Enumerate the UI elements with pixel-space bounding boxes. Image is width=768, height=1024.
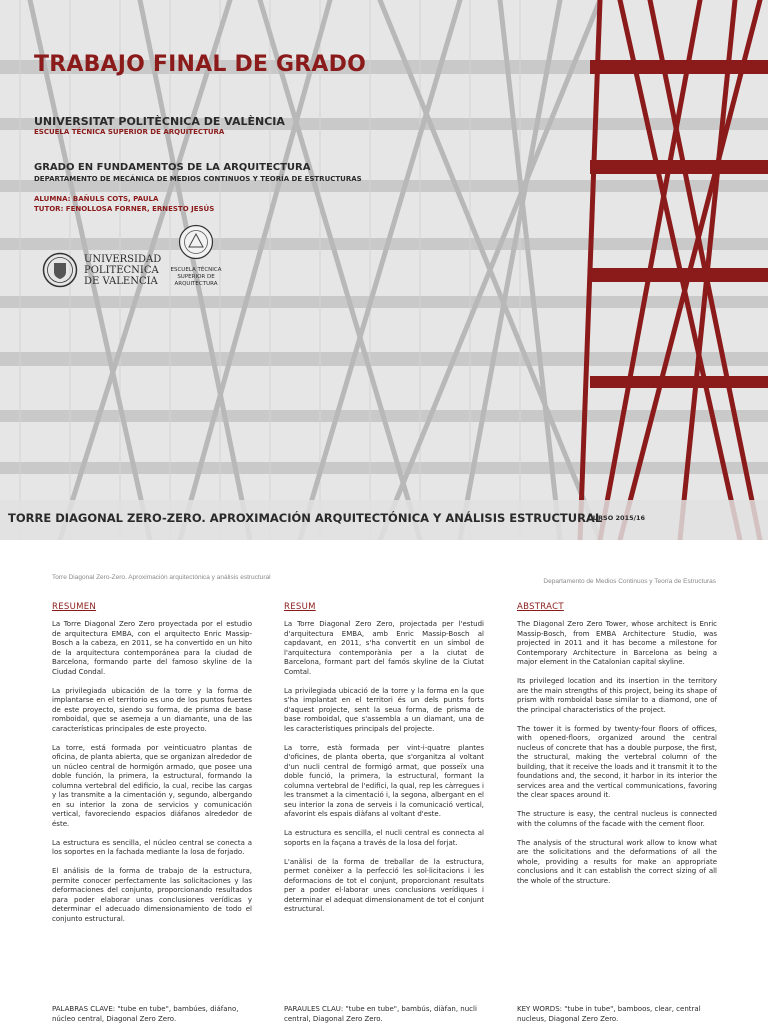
etsa-seal-icon: [178, 224, 214, 260]
upv-logo-text: UNIVERSIDAD POLITECNICA DE VALENCIA: [84, 253, 162, 287]
resumen-paragraph: El análisis de la forma de trabajo de la estructura, permite conocer perfectamente las solicitaciones y las deformaciones del conjunto, proporcionando resultados para poder elaborar unas conclusiones verídicas y determinar el adecuado dimensionamiento de todo el conjunto estructural.: [52, 867, 252, 923]
cover-subtitle: TORRE DIAGONAL ZERO-ZERO. APROXIMACIÓN ARQUITECTÓNICA Y ANÁLISIS ESTRUCTURAL: [8, 511, 603, 525]
resumen-paragraph: La estructura es sencilla, el núcleo central se conecta a los soportes en la fachada mediante la losa de forjado.: [52, 838, 252, 856]
abstract-paragraph: The analysis of the structural work allow to know what are the solicitations and the deformations of all the whole, providing a results for make an appropriate conclusions and it can establish the correct sizing of all the whole of the structure.: [517, 838, 717, 885]
resumen-keywords: PALABRAS CLAVE: "tube en tube", bambúes, diáfano, núcleo central, Diagonal Zero Zero.: [52, 1005, 239, 1023]
upv-seal-icon: [42, 252, 78, 288]
school-name: ESCUELA TÉCNICA SUPERIOR DE ARQUITECTURA: [34, 128, 225, 136]
resum-paragraph: L'anàlisi de la forma de treballar de la estructura, permet conèixer a la perfecció les sol·licitacions i les deformacions de tot el conjunt, proporcionant resultats per a poder el·laborar unes conclusions verídiques i determinar el adequat dimensionament de tot el conjunt estructural.: [284, 857, 484, 913]
resumen-heading: RESUMEN: [52, 602, 97, 612]
abstract-paragraph: The tower it is formed by twenty-four floors of offices, with opened-floors, organized around the central nucleus of concrete that has a double purpose, the first, the structural, making the vertebral column of the building, that it receive the loads and it transmit it to the foundations and, the second, it harbor in its interior the services area and the vertical communications, favoring the clear spaces around it.: [517, 724, 717, 799]
degree-name: GRADO EN FUNDAMENTOS DE LA ARQUITECTURA: [34, 162, 311, 173]
abstract-heading: ABSTRACT: [517, 602, 564, 612]
resumen-paragraph: La privilegiada ubicación de la torre y la forma de implantarse en el territorio es uno de los puntos fuertes de este proyecto, siendo su forma, de prisma de base romboidal, que se asemeja a un diamante, una de las características principales de este proyecto.: [52, 686, 252, 733]
running-head-left: Torre Diagonal Zero-Zero. Aproximación arquitectónica y análisis estructural: [52, 574, 271, 581]
resumen-column: [52, 602, 252, 934]
resum-paragraph: La Torre Diagonal Zero Zero, projectada per l'estudi d'arquitectura EMBA, amb Enric Massip-Bosch al capdavant, en 2011, s'ha convertit en un símbol de l'arquitectura contemporània per a la ciutat de Barcelona, formant part del famós skyline de la Ciutat Comtal.: [284, 620, 484, 676]
cover-title: TRABAJO FINAL DE GRADO: [34, 52, 366, 77]
running-head-right: Departamento de Medios Continuos y Teoría de Estructuras: [543, 578, 716, 585]
etsa-logo-text: ESCUELA TÉCNICA SUPERIOR DE ARQUITECTURA: [170, 267, 222, 287]
resum-paragraph: La torre, està formada per vint-i-quatre plantes d'oficines, de planta oberta, que s'organitza al voltant d'un nucli central de formigó armat, que posseïx una doble funció, la primera, la estructural, formant la columna vertebral de l'edifici, la qual, rep les càrregues i les transmet a la cimentació i, la segona, albergant en el seu interior la zona de serveis i la comunicació vertical, afavorint els espais diàfans al voltant d'este.: [284, 743, 484, 818]
resum-heading: RESUM: [284, 602, 316, 612]
resumen-paragraph: La Torre Diagonal Zero Zero proyectada por el estudio de arquitectura EMBA, con el arquitecto Enric Massip-Bosch a la cabeza, en 2011, se ha convertido en un hito de la arquitectura contemporánea para la ciudad de Barcelona, formando parte del famoso skyline de la Ciudad Condal.: [52, 620, 252, 676]
abstract-paragraph: Its privileged location and its insertion in the territory are the main strengths of this project, being its shape of prism with romboidal base similar to a diamond, one of the principal characteristics of the project.: [517, 677, 717, 714]
tutor-name: TUTOR: FENOLLOSA FORNER, ERNESTO JESÚS: [34, 205, 215, 213]
abstract-keywords: KEY WORDS: "tube in tube", bamboos, clear, central nucleus, Diagonal Zero Zero.: [517, 1005, 701, 1023]
course-year: CURSO 2015/16: [588, 514, 646, 522]
resum-column: [284, 602, 484, 924]
etsa-logo: [166, 224, 226, 288]
university-name: UNIVERSITAT POLITÈCNICA DE VALÈNCIA: [34, 115, 285, 128]
student-name: ALUMNA: BAÑULS COTS, PAULA: [34, 195, 159, 203]
upv-logo: [42, 252, 161, 288]
resum-paragraph: La estructura es sencilla, el nucli central es connecta al soports en la façana a través de la losa del forjat.: [284, 829, 484, 847]
department-name: DEPARTAMENTO DE MECÁNICA DE MEDIOS CONTINUOS Y TEORÍA DE ESTRUCTURAS: [34, 175, 362, 183]
abstract-column: [517, 602, 717, 896]
resumen-paragraph: La torre, está formada por veinticuatro plantas de oficina, de planta abierta, que se organizan alrededor de un núcleo central de hormigón armado, que posee una doble función, la primera, la estructural, formando la columna vertebral del edificio, la cual, recibe las cargas y las transmite a la cimentación y, segundo, albergando en su interior la zona de servicios y comunicación vertical, favoreciendo espacios diáfanos alrededor de éste.: [52, 743, 252, 828]
resum-paragraph: La privilegiada ubicació de la torre y la forma en la que s'ha implantat en el territori és un dels punts forts d'aquest projecte, sent la seua forma, de prisma de base romboidal, que s'assembla a un diamant, una de les característiques principals del projecte.: [284, 686, 484, 733]
abstract-paragraph: The Diagonal Zero Zero Tower, whose architect is Enric Massip-Bosch, from EMBA Architecture Studio, was projected in 2011 and it has become a milestone for Contemporary Architecture in Barcelona as being a major element in the Catalonian capital skyline.: [517, 620, 717, 666]
abstract-paragraph: The structure is easy, the central nucleus is connected with the columns of the facade with the cement floor.: [517, 810, 717, 828]
resum-keywords: PARAULES CLAU: "tube en tube", bambús, diàfan, nucli central, Diagonal Zero Zero.: [284, 1005, 477, 1023]
